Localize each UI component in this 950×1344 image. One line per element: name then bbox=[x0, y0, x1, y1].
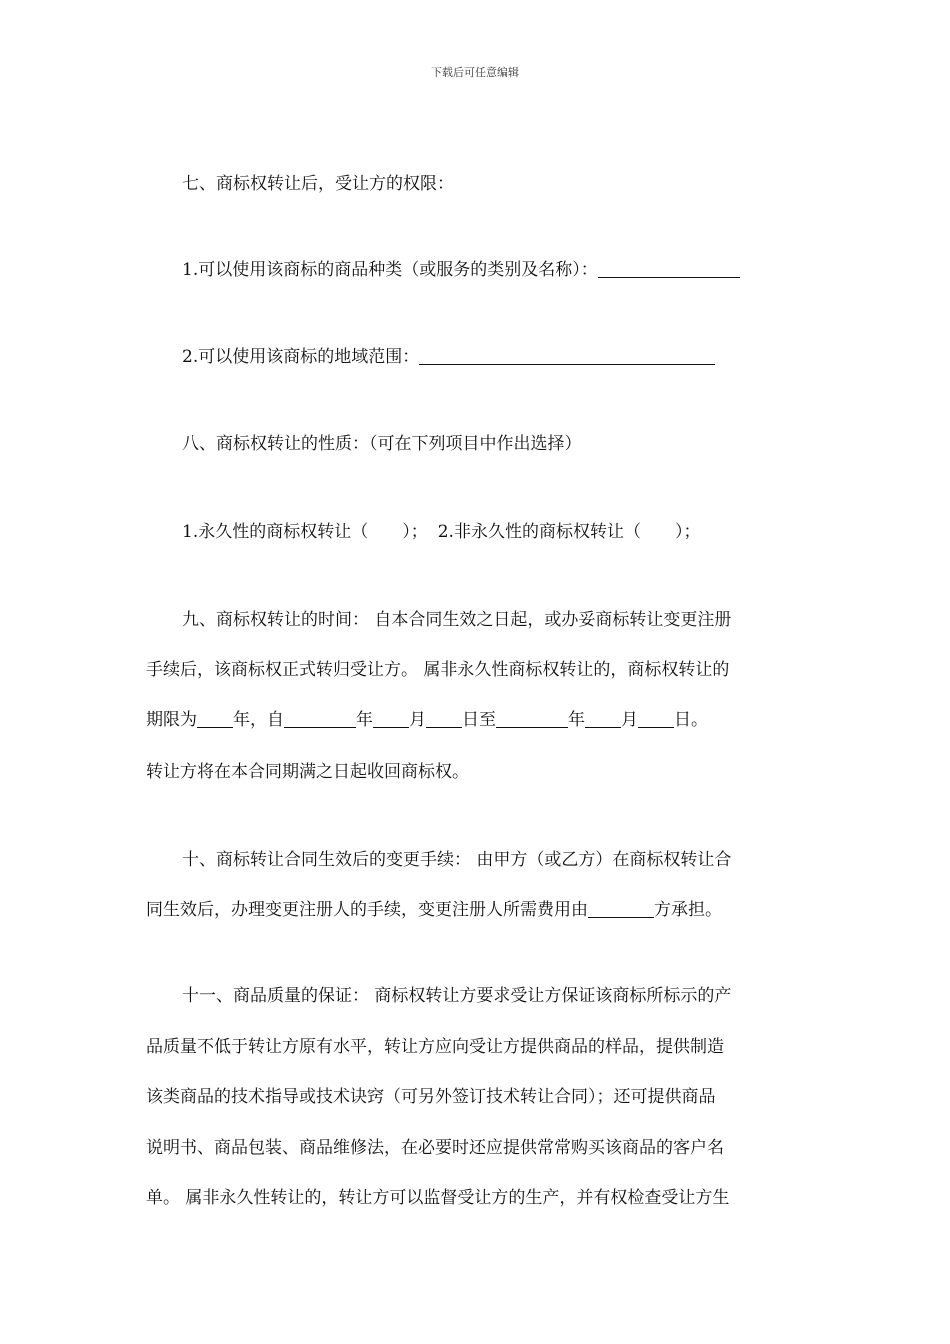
section-11-line-2: 品质量不低于转让方原有水平，转让方应向受让方提供商品的样品，提供制造 bbox=[146, 1037, 724, 1057]
section-7-item-1: 1.可以使用该商标的商品种类（或服务的类别及名称）： bbox=[182, 258, 816, 282]
section-11-line-4: 说明书、商品包装、商品维修法，在必要时还应提供常常购买该商品的客户名 bbox=[146, 1138, 724, 1158]
blank-goods-category[interactable] bbox=[598, 259, 740, 278]
section-8-title: 八、商标权转让的性质：（可在下列项目中作出选择） bbox=[182, 434, 582, 454]
section-9-line-3: 期限为 年，自 年 月 日至 年 月 日。 bbox=[146, 710, 708, 730]
blank-region-scope[interactable] bbox=[419, 346, 715, 365]
blank-start-year[interactable] bbox=[284, 709, 356, 728]
page-header: 下载后可任意编辑 bbox=[431, 66, 519, 79]
section-11-line-3: 该类商品的技术指导或技术诀窍（可另外签订技术转让合同）；还可提供商品 bbox=[146, 1087, 716, 1107]
blank-years[interactable] bbox=[197, 709, 233, 728]
section-11-line-1: 十一、商品质量的保证： 商标权转让方要求受让方保证该商标所标示的产 bbox=[182, 986, 732, 1006]
section-10-line-1: 十、商标转让合同生效后的变更手续： 由甲方（或乙方）在商标权转让合 bbox=[182, 850, 732, 870]
option-permanent[interactable]: 1.永久性的商标权转让（ ）； bbox=[182, 522, 428, 542]
blank-start-day[interactable] bbox=[426, 709, 462, 728]
section-7-title: 七、商标权转让后，受让方的权限： bbox=[182, 174, 454, 194]
blank-end-year[interactable] bbox=[496, 709, 568, 728]
section-10-line-2: 同生效后，办理变更注册人的手续，变更注册人所需费用由 方承担。 bbox=[146, 900, 722, 920]
section-11-line-5: 单。 属非永久性转让的，转让方可以监督受让方的生产，并有权检查受让方生 bbox=[146, 1188, 730, 1208]
blank-start-month[interactable] bbox=[373, 709, 409, 728]
blank-fee-party[interactable] bbox=[588, 899, 654, 918]
section-9-line-2: 手续后，该商标权正式转归受让方。 属非永久性商标权转让的，商标权转让的 bbox=[146, 660, 730, 680]
section-7-item-2: 2.可以使用该商标的地域范围： bbox=[182, 345, 816, 369]
section-8-options bbox=[182, 520, 816, 544]
section-9-line-4: 转让方将在本合同期满之日起收回商标权。 bbox=[146, 762, 469, 782]
blank-end-month[interactable] bbox=[585, 709, 621, 728]
section-9-line-1: 九、商标权转让的时间： 自本合同生效之日起，或办妥商标转让变更注册 bbox=[182, 610, 732, 630]
blank-end-day[interactable] bbox=[638, 709, 674, 728]
option-non-permanent[interactable]: 2.非永久性的商标权转让（ ）； bbox=[437, 522, 701, 542]
